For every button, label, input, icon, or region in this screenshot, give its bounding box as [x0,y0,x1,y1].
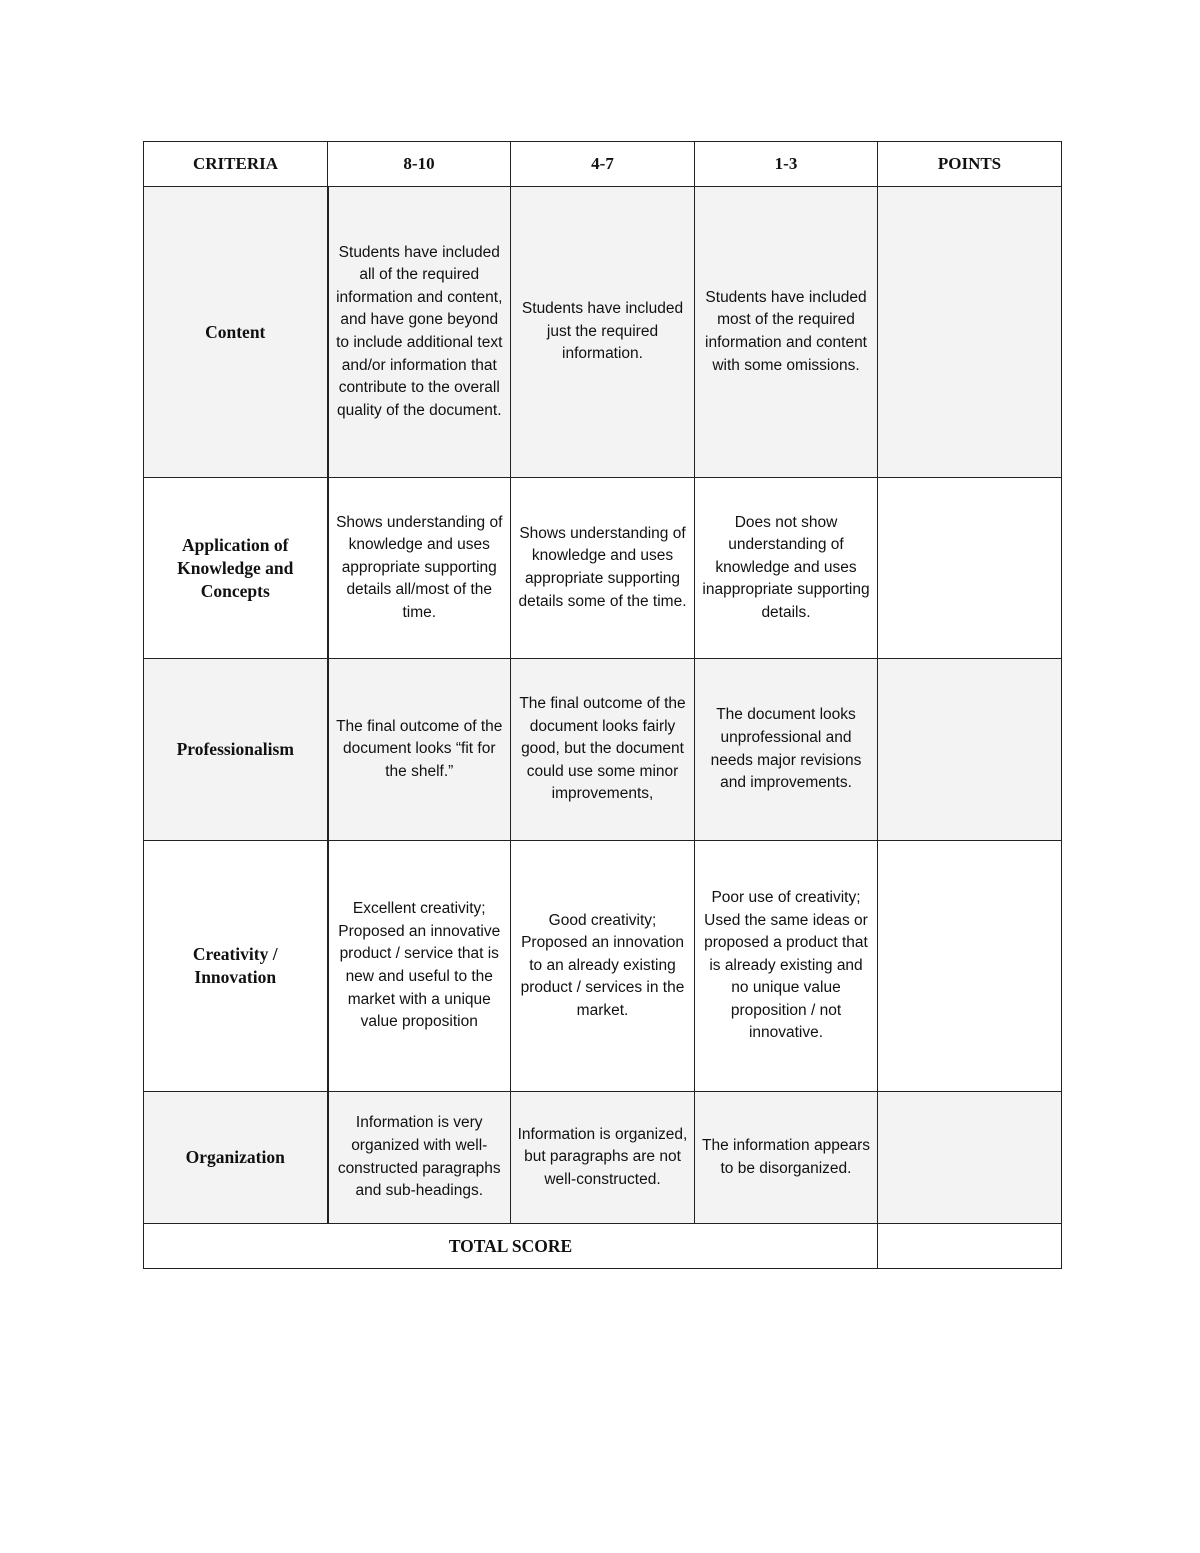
low-descriptor-cell: The information appears to be disorganized. [695,1092,878,1224]
points-cell [878,659,1062,841]
rubric-table [143,141,1062,1269]
points-cell [878,1092,1062,1224]
high-descriptor-cell: Information is very organized with well-constructed paragraphs and sub-headings. [328,1092,511,1224]
table-row [144,187,1062,478]
low-descriptor-cell: Students have included most of the required information and content with some omissions. [695,187,878,478]
points-cell [878,841,1062,1092]
mid-descriptor-cell: Shows understanding of knowledge and uses appropriate supporting details some of the time. [511,478,695,659]
header-row [144,142,1062,187]
low-descriptor-cell: Does not show understanding of knowledge and uses inappropriate supporting details. [695,478,878,659]
mid-descriptor-cell: Information is organized, but paragraphs are not well-constructed. [511,1092,695,1224]
header-points: POINTS [878,142,1062,187]
table-row [144,659,1062,841]
total-row [144,1224,1062,1269]
criterion-cell: Professionalism [144,659,328,841]
criterion-cell: Application of Knowledge and Concepts [144,478,328,659]
points-cell [878,187,1062,478]
high-descriptor-cell: Shows understanding of knowledge and uses appropriate supporting details all/most of the time. [328,478,511,659]
header-range-mid: 4-7 [511,142,695,187]
table-row [144,478,1062,659]
header-range-low: 1-3 [695,142,878,187]
low-descriptor-cell: The document looks unprofessional and needs major revisions and improvements. [695,659,878,841]
high-descriptor-cell: Students have included all of the required information and content, and have gone beyond to include additional text and/or information that contribute to the overall quality of the document. [328,187,511,478]
high-descriptor-cell: Excellent creativity; Proposed an innovative product / service that is new and useful to the market with a unique value proposition [328,841,511,1092]
criterion-cell: Organization [144,1092,328,1224]
high-descriptor-cell: The final outcome of the document looks “fit for the shelf.” [328,659,511,841]
total-score-value [878,1224,1062,1269]
table-row [144,841,1062,1092]
total-score-label: TOTAL SCORE [144,1224,878,1269]
header-criteria: CRITERIA [144,142,328,187]
table-row [144,1092,1062,1224]
header-range-high: 8-10 [328,142,511,187]
mid-descriptor-cell: The final outcome of the document looks fairly good, but the document could use some minor improvements, [511,659,695,841]
low-descriptor-cell: Poor use of creativity; Used the same ideas or proposed a product that is already existing and no unique value proposition / not innovative. [695,841,878,1092]
points-cell [878,478,1062,659]
mid-descriptor-cell: Good creativity; Proposed an innovation to an already existing product / services in the market. [511,841,695,1092]
mid-descriptor-cell: Students have included just the required information. [511,187,695,478]
criterion-cell: Creativity / Innovation [144,841,328,1092]
criterion-cell: Content [144,187,328,478]
